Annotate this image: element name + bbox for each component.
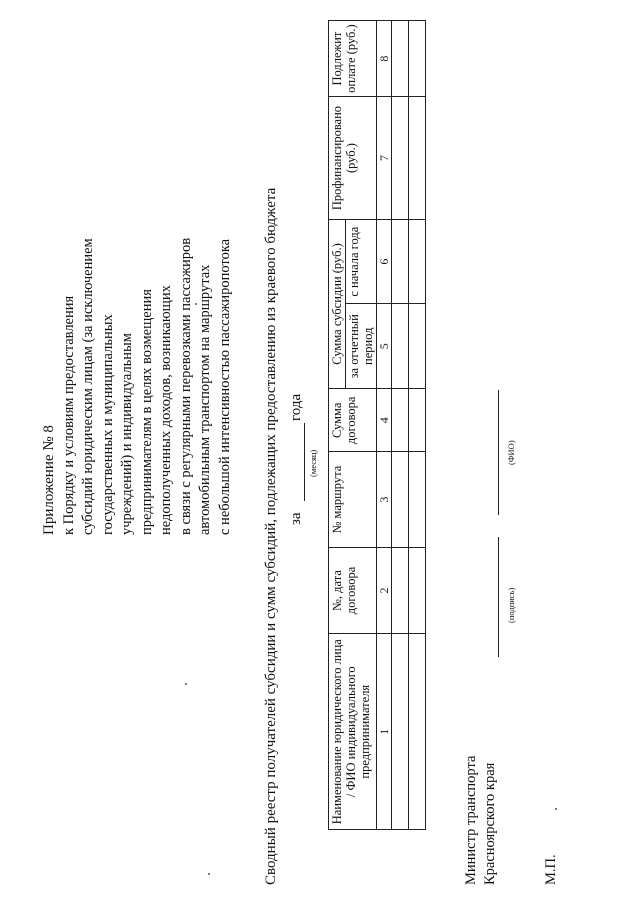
- scan-speck: [185, 683, 187, 685]
- column-number: 2: [377, 547, 392, 634]
- column-number: 1: [377, 634, 392, 830]
- appendix-block: [40, 15, 235, 535]
- header-subsidy-period: за отчетный период: [346, 304, 377, 389]
- table-cell: [409, 452, 426, 547]
- appendix-title: Приложение № 8: [41, 425, 57, 535]
- table-cell: [392, 21, 409, 97]
- table-cell: [409, 304, 426, 389]
- table-cell: [409, 547, 426, 634]
- scan-speck: [208, 873, 210, 875]
- signatory-position: Министр транспорта Красноярского края: [463, 755, 498, 885]
- table-cell: [409, 634, 426, 830]
- table-cell: [409, 97, 426, 220]
- period-year-word: года: [288, 393, 304, 421]
- header-subsidy-group: Сумма субсидии (руб.): [329, 219, 346, 388]
- scan-speck: [555, 808, 557, 810]
- table-cell: [392, 634, 409, 830]
- table-cell: [392, 389, 409, 452]
- header-subsidy-year: с начала года: [346, 219, 377, 304]
- column-number: 6: [377, 219, 392, 304]
- table-cell: [392, 547, 409, 634]
- table-cell: [392, 97, 409, 220]
- table-row: [392, 21, 409, 830]
- header-name: Наименование юридического лица / ФИО индивидуального предпринимателя: [329, 634, 377, 830]
- appendix-text: к Порядку и условиям предоставления субсидий юридическим лицам (за исключением государственных и муниципальных учреждений) и индивидуальным предпринимателям в целях возмещения недополученных доходов, возникающих в связи с регулярными перевозками пассажиров автомобильным транспортом на маршрутах с небольшой интенсивностью пассажиропотока: [60, 237, 233, 535]
- period-word: за: [288, 512, 304, 525]
- table-cell: [392, 452, 409, 547]
- registry-table: [328, 20, 426, 830]
- table-row: [409, 21, 426, 830]
- column-number: 7: [377, 97, 392, 220]
- column-number-row: [377, 21, 392, 830]
- scan-speck: [195, 303, 197, 305]
- table-header-row: [329, 21, 346, 830]
- signature-blank-line: [498, 537, 499, 657]
- header-contract-number: №, дата договора: [329, 547, 377, 634]
- column-number: 8: [377, 21, 392, 97]
- table-cell: [392, 219, 409, 304]
- signature-hint: (подпись): [506, 587, 516, 623]
- column-number: 4: [377, 389, 392, 452]
- registry-title: Сводный реестр получателей субсидии и сумм субсидий, подлежащих предоставлению из краевого бюджета: [263, 187, 279, 885]
- signature-block: [462, 325, 592, 885]
- table-cell: [409, 389, 426, 452]
- column-number: 5: [377, 304, 392, 389]
- table-cell: [392, 304, 409, 389]
- table-cell: [409, 21, 426, 97]
- name-hint: (ФИО): [506, 440, 516, 465]
- stamp-label: М.П.: [543, 854, 559, 885]
- month-hint: (месяц): [308, 449, 318, 477]
- header-contract-sum: Сумма договора: [329, 389, 377, 452]
- table-cell: [409, 219, 426, 304]
- header-financed: Профинансировано (руб.): [329, 97, 377, 220]
- header-to-pay: Подлежит оплате (руб.): [329, 21, 377, 97]
- name-blank-line: [498, 390, 499, 515]
- month-blank-line: [304, 423, 305, 501]
- column-number: 3: [377, 452, 392, 547]
- header-route: № маршрута: [329, 452, 377, 547]
